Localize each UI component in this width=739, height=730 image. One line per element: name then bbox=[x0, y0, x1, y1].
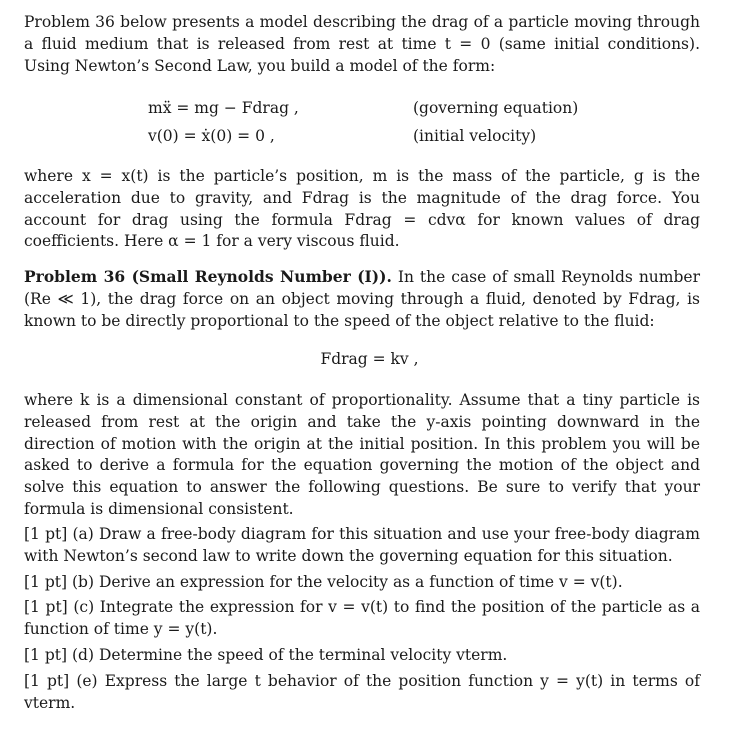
initial-condition-equation: v(0) = ẋ(0) = 0 , bbox=[148, 127, 275, 145]
problem-intro: In the case of small Reynolds number (Re ≪ 1), the drag force on an object moving through a fluid, denoted by Fdrag, is known to be directly proportional to the speed of the object relative to the fluid: bbox=[24, 268, 700, 330]
part-e bbox=[24, 671, 700, 715]
drag-law-equation: Fdrag = kv , bbox=[320, 350, 419, 368]
initial-condition-tag: (initial velocity) bbox=[413, 127, 537, 145]
part-a bbox=[24, 524, 700, 568]
part-text: Derive an expression for the velocity as a function of time v = v(t). bbox=[98, 572, 623, 591]
part-points: [1 pt] bbox=[24, 525, 68, 543]
definitions-paragraph: where x = x(t) is the particle’s position, m is the mass of the particle, g is the acceleration due to gravity, and Fdrag is the magnitude of the drag force. You account for drag using the formula Fdrag = cdvα for known values of drag coefficients. Here α = 1 for a very viscous fluid. bbox=[24, 167, 700, 251]
part-text: Express the large t behavior of the position function y = y(t) in terms of vterm. bbox=[24, 671, 700, 712]
problem-statement bbox=[24, 266, 700, 332]
intro-paragraph: Problem 36 below presents a model describing the drag of a particle moving through a fluid medium that is released from rest at time t = 0 (same initial conditions). Using Newton’s Second Law, you build a model of the form: bbox=[24, 13, 700, 75]
problem-heading: Problem 36 (Small Reynolds Number (I)). bbox=[24, 267, 392, 286]
part-text: Integrate the expression for v = v(t) to find the position of the particle as a function of time y = y(t). bbox=[24, 598, 700, 639]
part-points: [1 pt] bbox=[24, 572, 68, 591]
part-c bbox=[24, 597, 700, 641]
part-d bbox=[24, 645, 700, 667]
problem-description: where k is a dimensional constant of proportionality. Assume that a tiny particle is released from rest at the origin and take the y-axis pointing downward in the direction of motion with the origin at the initial position. In this problem you will be asked to derive a formula for the equation governing the motion of the object and solve this equation to answer the following questions. Be sure to verify that your formula is dimensional consistent. bbox=[24, 391, 700, 518]
part-b bbox=[24, 572, 700, 594]
part-label: (b) bbox=[71, 572, 95, 591]
part-points: [1 pt] bbox=[24, 671, 70, 690]
part-points: [1 pt] bbox=[24, 645, 68, 664]
part-label: (e) bbox=[76, 671, 98, 690]
part-text: Draw a free-body diagram for this situation and use your free-body diagram with Newton’s second law to write down the governing equation for this situation. bbox=[24, 525, 700, 565]
part-label: (a) bbox=[72, 525, 94, 543]
part-text: Determine the speed of the terminal velocity vterm. bbox=[98, 645, 508, 664]
parts-list bbox=[24, 524, 700, 714]
part-label: (c) bbox=[73, 598, 95, 617]
governing-equation-tag: (governing equation) bbox=[413, 99, 579, 117]
part-points: [1 pt] bbox=[24, 598, 68, 617]
part-label: (d) bbox=[71, 645, 95, 664]
governing-equation: mẍ = mg − Fdrag , bbox=[148, 99, 299, 117]
